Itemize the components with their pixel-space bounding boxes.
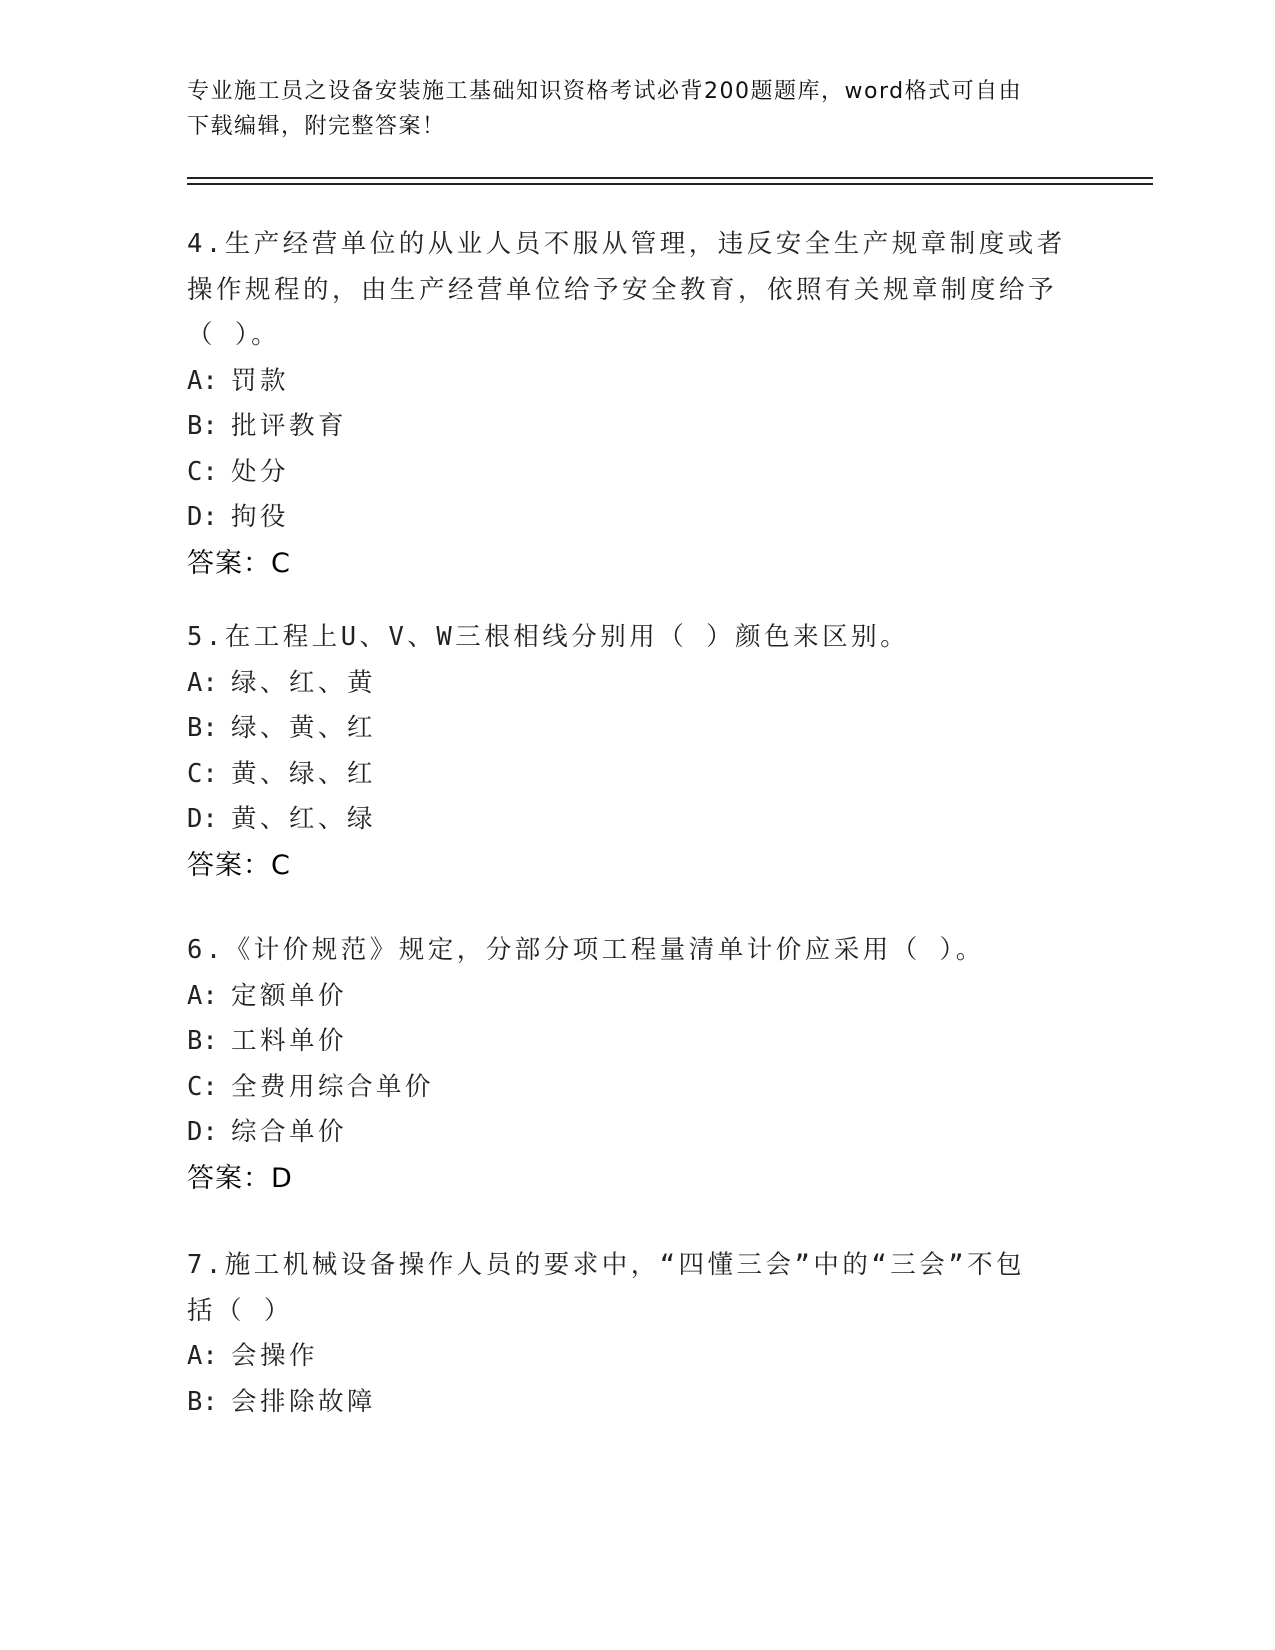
option-text: 绿、黄、红 [231,713,377,743]
option-d [187,1110,1087,1156]
option-letter: A: [187,1341,218,1371]
option-a [187,974,1087,1020]
option-text: 批评教育 [231,411,348,441]
option-b [187,404,1087,450]
answer-line: 答案：C [187,849,291,881]
option-a [187,1334,1087,1380]
question-stem-line: 操作规程的，由生产经营单位给予安全教育，依照有关规章制度给予 [187,274,1058,305]
option-c [187,752,1087,798]
option-letter: D: [187,804,218,834]
question-7 [187,1243,1087,1425]
question-stem-line: 4.生产经营单位的从业人员不服从管理，违反安全生产规章制度或者 [187,229,1066,259]
question-5 [187,615,1087,888]
question-stem-line: （ ）。 [187,320,281,350]
header-line-1: 专业施工员之设备安装施工基础知识资格考试必背200题题库，word格式可自由 [187,79,1023,104]
option-letter: B: [187,1386,218,1417]
header-rule-bottom [187,183,1153,185]
option-d [187,797,1087,843]
option-d [187,495,1087,541]
document-header [187,74,1067,144]
option-text: 绿、红、黄 [231,667,377,698]
option-b [187,1019,1087,1065]
question-stem [187,928,1087,974]
question-stem-line: 6.《计价规范》规定，分部分项工程量清单计价应采用（ ）。 [187,935,985,965]
question-6 [187,928,1087,1201]
option-letter: A: [187,980,218,1011]
option-letter: D: [187,1117,218,1147]
option-text: 黄、红、绿 [231,804,377,834]
option-b [187,706,1087,752]
option-text: 全费用综合单价 [231,1071,435,1102]
option-text: 黄、绿、红 [231,758,377,789]
option-a [187,661,1087,707]
option-text: 拘役 [231,502,290,532]
question-stem-line: 7.施工机械设备操作人员的要求中，“四懂三会”中的“三会”不包 [187,1250,1026,1280]
question-stem [187,615,1087,661]
option-letter: D: [187,502,218,532]
option-a [187,359,1087,405]
option-letter: A: [187,667,218,698]
question-stem-line: 5.在工程上U、V、W三根相线分别用（ ）颜色来区别。 [187,622,910,652]
option-text: 综合单价 [231,1117,348,1147]
option-letter: B: [187,411,218,441]
header-line-2: 下载编辑，附完整答案！ [187,114,446,139]
option-b [187,1380,1087,1426]
option-text: 罚款 [231,365,290,396]
option-text: 工料单价 [231,1026,348,1056]
option-text: 定额单价 [231,980,348,1011]
option-letter: C: [187,1071,218,1102]
question-stem [187,222,1087,359]
answer-line: 答案：D [187,1162,293,1194]
option-letter: B: [187,713,218,743]
option-text: 会排除故障 [231,1386,377,1417]
answer-line: 答案：C [187,547,291,579]
option-letter: C: [187,456,218,487]
option-c [187,1065,1087,1111]
option-c [187,450,1087,496]
option-letter: C: [187,758,218,789]
question-stem [187,1243,1087,1334]
option-text: 会操作 [231,1341,319,1371]
option-letter: A: [187,365,218,396]
option-text: 处分 [231,456,290,487]
question-stem-line: 括（ ） [187,1295,293,1326]
header-rule-top [187,177,1153,179]
question-4 [187,222,1087,586]
option-letter: B: [187,1026,218,1056]
